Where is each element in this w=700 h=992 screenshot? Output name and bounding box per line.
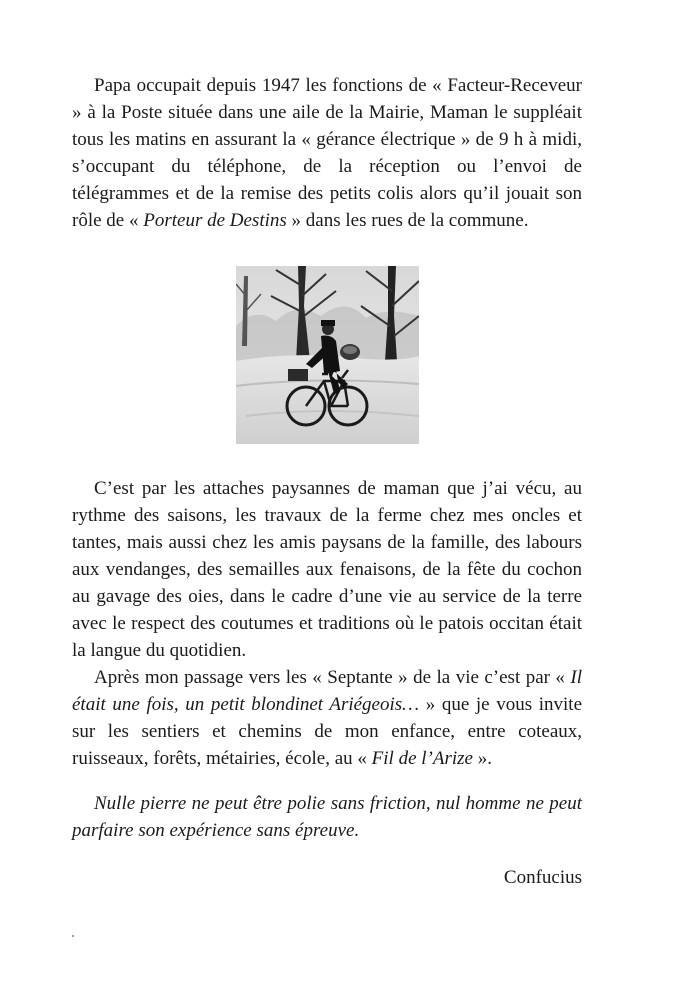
paragraph-postman-text: Papa occupait depuis 1947 les fonctions de « Facteur-Receveur » à la Poste située dans une aile de la Mairie, Maman le suppléait tous les matins en assurant la « gérance électrique » de 9 h à midi, s’occupant du téléphone, de la réception ou l’envoi de télégrammes et de la remise des petits colis alors qu’il jouait son rôle de « [72,75,582,231]
blondinet-italic: Il était une fois, un petit blondinet Ariégeois… [72,667,582,715]
confucius-quote: Nulle pierre ne peut être polie sans friction, nul homme ne peut parfaire son expérience sans épreuve. [72,793,582,841]
fil-de-arize-italic: Fil de l’Arize [371,748,473,769]
page-dot [72,935,74,937]
paragraph-invitation-end: ». [472,748,492,769]
page-content [72,72,582,891]
paragraph-invitation-mid: » que je vous invite sur les sentiers et chemins de mon enfance, entre coteaux, ruisseaux, forêts, métairies, école, au « [72,694,582,769]
paragraph-invitation [72,664,582,772]
paragraph-invitation-start: Après mon passage vers les « Septante » de la vie c’est par « [94,667,571,688]
paragraph-postman-end: » dans les rues de la commune. [286,210,529,231]
postman-photo [236,266,419,444]
section-memories [72,475,582,772]
paragraph-postman [72,72,582,234]
paragraph-peasant-life: C’est par les attaches paysannes de maman que j’ai vécu, au rythme des saisons, les travaux de la ferme chez mes oncles et tantes, mais aussi chez les amis paysans de la famille, des labours aux vendanges, des semailles aux fenaisons, de la fête du cochon au gavage des oies, dans le cadre d’une vie au service de la terre avec le respect des coutumes et traditions où le patois occitan était la langue du quotidien. [72,478,582,661]
quote-author: Confucius [503,867,582,888]
postman-bicycle-image [236,266,419,444]
porteur-de-destins-italic: Porteur de Destins [143,210,287,231]
